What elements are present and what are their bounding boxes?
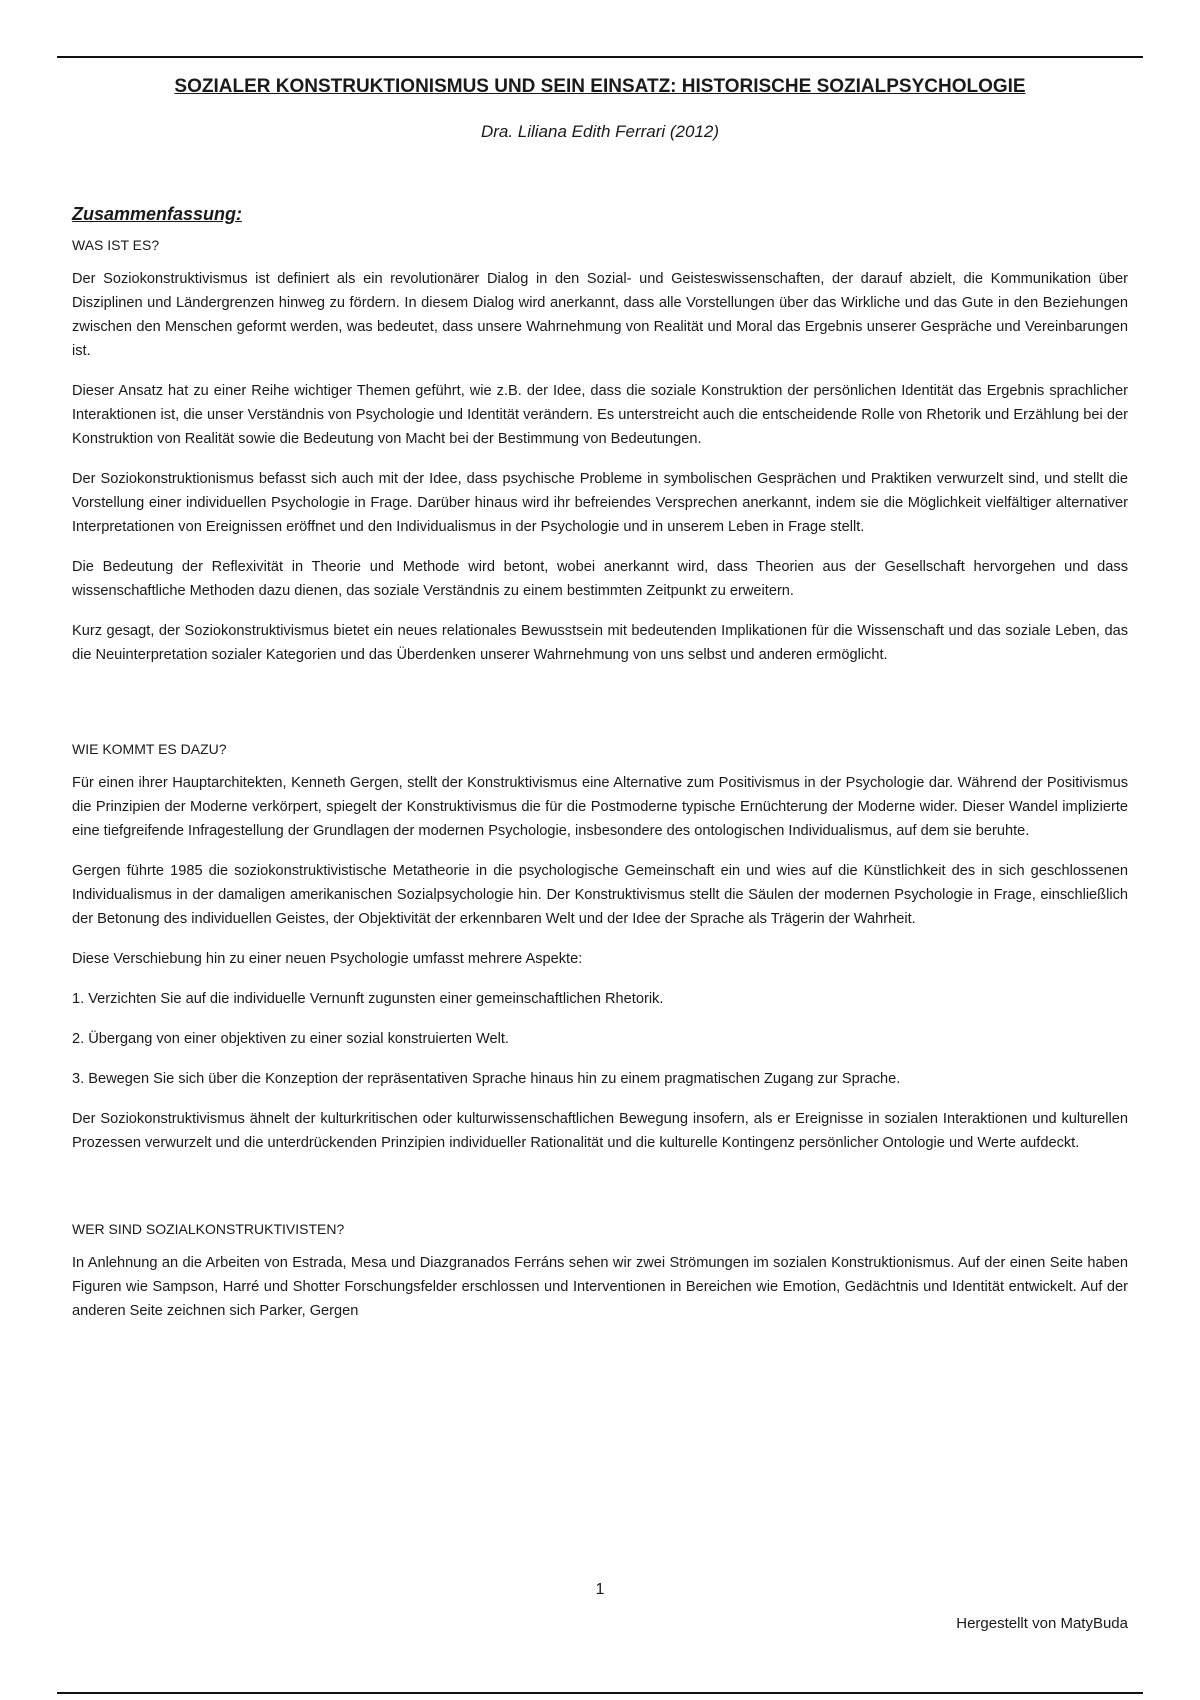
section-spacer — [72, 683, 1128, 741]
document-author: Dra. Liliana Edith Ferrari (2012) — [480, 122, 720, 141]
list-item: 1. Verzichten Sie auf die individuelle Vernunft zugunsten einer gemeinschaftlichen Rhetorik. — [72, 991, 664, 1007]
paragraph: Kurz gesagt, der Soziokonstruktivismus bietet ein neues relationales Bewusstsein mit bedeutenden Implikationen für die Wissenschaft und das soziale Leben, das die Neuinterpretation sozialer Kategorien und das Überdenken unserer Wahrnehmung von uns selbst und anderen ermöglicht. — [72, 623, 1128, 663]
paragraph: In Anlehnung an die Arbeiten von Estrada, Mesa und Diazgranados Ferráns sehen wir zwei Strömungen im sozialen Konstruktionismus. Auf der einen Seite haben Figuren wie Sampson, Harré und Shotter Forschungsfelder erschlossen und Interventionen in Bereichen wie Emotion, Gedächtnis und Identität entwickelt. Auf der anderen Seite zeichnen sich Parker, Gergen — [72, 1255, 1128, 1319]
document-body — [72, 204, 1128, 1339]
top-rule — [57, 56, 1143, 58]
paragraph: Gergen führte 1985 die soziokonstruktivistische Metatheorie in die psychologische Gemeinschaft ein und wies auf die Künstlichkeit des in sich geschlossenen Individualismus in der damaligen amerikanischen Sozialpsychologie hin. Der Konstruktivismus stellt die Säulen der modernen Psychologie in Frage, einschließlich der Betonung des individuellen Geistes, der Objektivität der erkennbaren Welt und der Idee der Sprache als Trägerin der Wahrheit. — [72, 863, 1128, 927]
summary-heading: Zusammenfassung: — [72, 204, 243, 224]
list-item: 3. Bewegen Sie sich über die Konzeption der repräsentativen Sprache hinaus hin zu einem pragmatischen Zugang zur Sprache. — [72, 1071, 901, 1087]
section-heading-wer-sind-sozialkonstruktivisten: WER SIND SOZIALKONSTRUKTIVISTEN? — [72, 1221, 345, 1237]
document-title: SOZIALER KONSTRUKTIONISMUS UND SEIN EINSATZ: HISTORISCHE SOZIALPSYCHOLOGIE — [174, 76, 1026, 97]
page-number: 1 — [595, 1581, 605, 1598]
paragraph: Die Bedeutung der Reflexivität in Theorie und Methode wird betont, wobei anerkannt wird, dass Theorien aus der Gesellschaft hervorgehen und dass wissenschaftliche Methoden dazu dienen, das soziale Verständnis zu einem bestimmten Zeitpunkt zu erweitern. — [72, 559, 1128, 599]
paragraph: Diese Verschiebung hin zu einer neuen Psychologie umfasst mehrere Aspekte: — [72, 951, 583, 967]
paragraph: Für einen ihrer Hauptarchitekten, Kenneth Gergen, stellt der Konstruktivismus eine Alternative zum Positivismus in der Psychologie dar. Während der Positivismus die Prinzipien der Moderne verkörpert, spiegelt der Konstruktivismus die für die Postmoderne typische Ernüchterung der Moderne wider. Dieser Wandel implizierte eine tiefgreifende Infragestellung der Grundlagen der modernen Psychologie, insbesondere des ontologischen Individualismus, auf dem sie beruhte. — [72, 775, 1128, 839]
section-heading-was-ist-es: WAS IST ES? — [72, 237, 160, 253]
list-item: 2. Übergang von einer objektiven zu einer sozial konstruierten Welt. — [72, 1031, 509, 1047]
paragraph: Der Soziokonstruktivismus ähnelt der kulturkritischen oder kulturwissenschaftlichen Bewegung insofern, als er Ereignisse in sozialen Interaktionen und kulturellen Prozessen verwurzelt und die unterdrückenden Prinzipien individueller Rationalität und die kulturelle Kontingenz persönlicher Ontologie und Werte aufdeckt. — [72, 1111, 1128, 1151]
section-heading-wie-kommt-es-dazu: WIE KOMMT ES DAZU? — [72, 741, 227, 757]
credit-line: Hergestellt von MatyBuda — [956, 1615, 1128, 1632]
paragraph: Dieser Ansatz hat zu einer Reihe wichtiger Themen geführt, wie z.B. der Idee, dass die soziale Konstruktion der persönlichen Identität das Ergebnis sprachlicher Interaktionen ist, die unser Verständnis von Psychologie und Identität verändern. Es unterstreicht auch die entscheidende Rolle von Rhetorik und Erzählung bei der Konstruktion von Realität sowie die Bedeutung von Macht bei der Bestimmung von Bedeutungen. — [72, 383, 1128, 447]
paragraph: Der Soziokonstruktionismus befasst sich auch mit der Idee, dass psychische Probleme in symbolischen Gesprächen und Praktiken verwurzelt sind, und stellt die Vorstellung einer individuellen Psychologie in Frage. Darüber hinaus wird ihr befreiendes Versprechen anerkannt, indem sie die Möglichkeit vielfältiger alternativer Interpretationen von Ereignissen eröffnet und den Individualismus in der Psychologie und in unserem Leben in Frage stellt. — [72, 471, 1128, 535]
paragraph: Der Soziokonstruktivismus ist definiert als ein revolutionärer Dialog in den Sozial- und Geisteswissenschaften, der darauf abzielt, die Kommunikation über Disziplinen und Ländergrenzen hinweg zu fördern. In diesem Dialog wird anerkannt, dass alle Vorstellungen über das Wirkliche und das Gute in den Beziehungen zwischen den Menschen geformt werden, was bedeutet, dass unsere Wahrnehmung von Realität und Moral das Ergebnis unserer Gespräche und Vereinbarungen ist. — [72, 271, 1128, 359]
section-spacer — [72, 1171, 1128, 1221]
bottom-rule — [57, 1692, 1143, 1694]
